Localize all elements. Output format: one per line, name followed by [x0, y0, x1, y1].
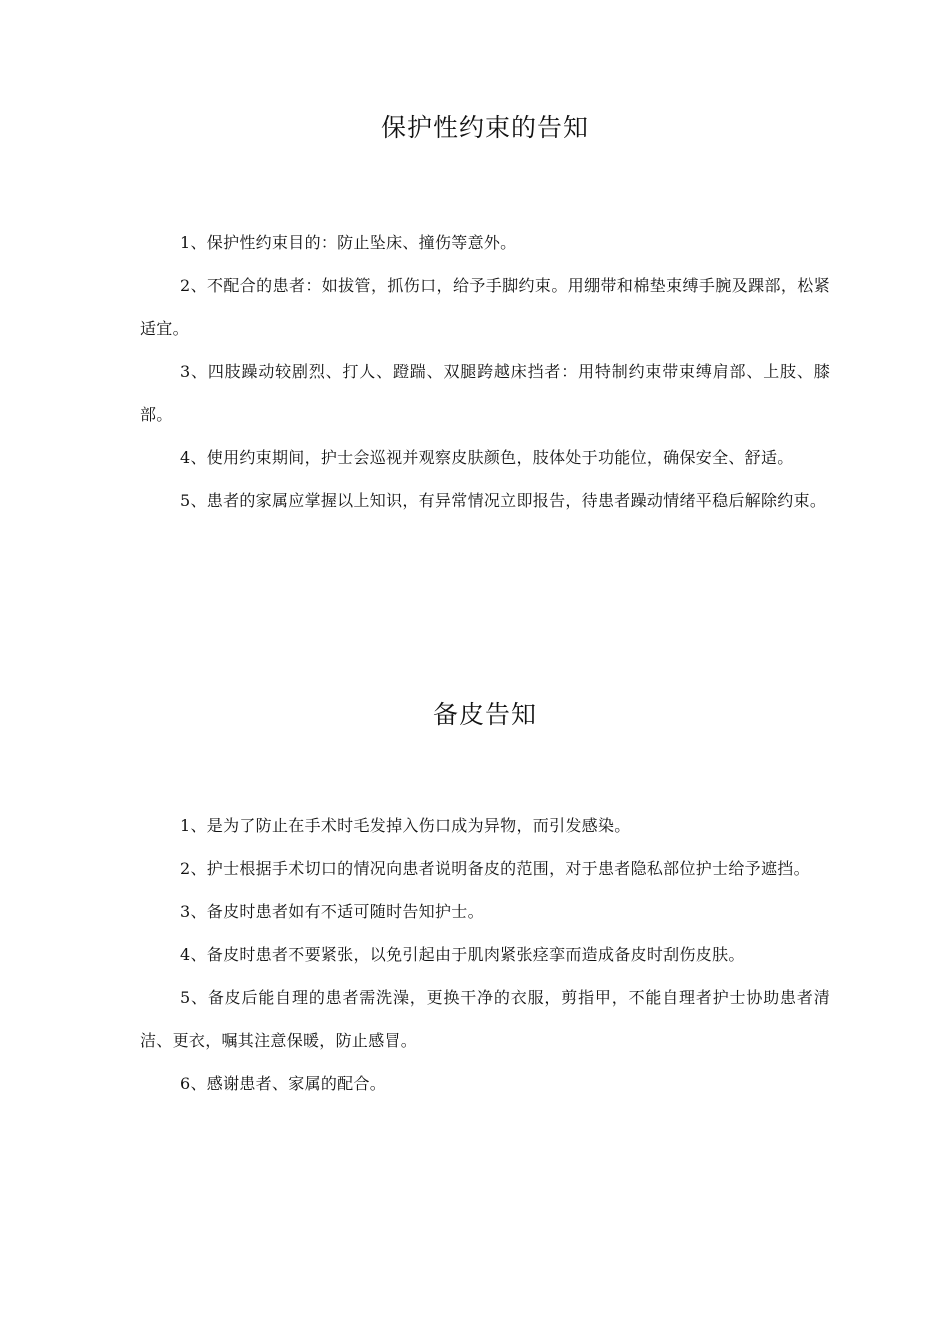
restraint-item-3: 3、四肢躁动较剧烈、打人、蹬踹、双腿跨越床挡者：用特制约束带束缚肩部、上肢、膝部。 — [140, 362, 830, 424]
skin-prep-notice-title: 备皮告知 — [432, 700, 537, 729]
restraint-notice-section — [140, 108, 830, 522]
restraint-notice-title: 保护性约束的告知 — [380, 113, 589, 142]
skin-prep-notice-section — [140, 695, 830, 1105]
skin-prep-item-4: 4、备皮时患者不要紧张，以免引起由于肌肉紧张痉挛而造成备皮时刮伤皮肤。 — [180, 945, 745, 964]
skin-prep-notice-list — [140, 804, 830, 1105]
skin-prep-item-5: 5、备皮后能自理的患者需洗澡，更换干净的衣服，剪指甲，不能自理者护士协助患者清洁、更衣，嘱其注意保暖，防止感冒。 — [140, 988, 830, 1050]
restraint-item-1: 1、保护性约束目的：防止坠床、撞伤等意外。 — [180, 233, 517, 252]
skin-prep-item-6: 6、感谢患者、家属的配合。 — [180, 1074, 387, 1093]
restraint-item-5: 5、患者的家属应掌握以上知识，有异常情况立即报告，待患者躁动情绪平稳后解除约束。 — [180, 491, 827, 510]
skin-prep-item-1: 1、是为了防止在手术时毛发掉入伤口成为异物，而引发感染。 — [180, 816, 631, 835]
skin-prep-item-3: 3、备皮时患者如有不适可随时告知护士。 — [180, 902, 484, 921]
restraint-item-4: 4、使用约束期间，护士会巡视并观察皮肤颜色，肢体处于功能位，确保安全、舒适。 — [180, 448, 794, 467]
restraint-item-2: 2、不配合的患者：如拔管，抓伤口，给予手脚约束。用绷带和棉垫束缚手腕及踝部，松紧适宜。 — [140, 276, 830, 338]
restraint-notice-list — [140, 221, 830, 522]
skin-prep-item-2: 2、护士根据手术切口的情况向患者说明备皮的范围，对于患者隐私部位护士给予遮挡。 — [180, 859, 810, 878]
